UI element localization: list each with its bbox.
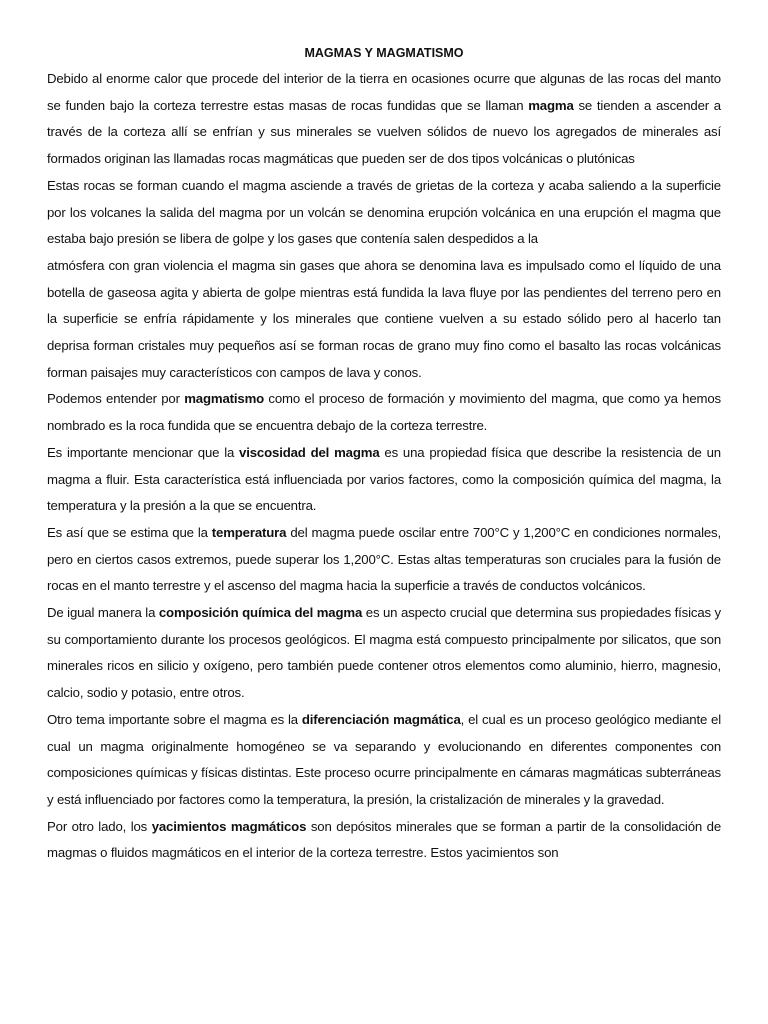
text-run: Estas rocas se forman cuando el magma asciende a través de grietas de la corteza y acaba saliendo a la superficie por los volcanes la salida del magma por un volcán se denomina erupción volcánica en una erupción el magma que estaba bajo presión se libera de golpe y los gases que contenía salen despedidos a la: [47, 177, 721, 247]
bold-term: diferenciación magmática: [301, 711, 461, 727]
text-run: del magma puede oscilar entre 700°C y 1,200°C en condiciones normales, pero en ciertos casos extremos, puede superar los 1,200°C. Estas altas temperaturas son cruciales para la fusión de rocas en el manto terrestre y el ascenso del magma hacia la superficie a través de conductos volcánicos.: [47, 524, 721, 594]
text-run: son depósitos minerales que se forman a partir de la consolidación de magmas o fluidos magmáticos en el interior de la corteza terrestre. Estos yacimientos son: [47, 818, 722, 861]
text-run: es un aspecto crucial que determina sus propiedades físicas y su comportamiento durante los procesos geológicos. El magma está compuesto principalmente por silicatos, que son minerales ricos en silicio y oxígeno, pero también puede contener otros elementos como aluminio, hierro, magnesio, calcio, sodio y potasio, entre otros.: [47, 605, 721, 701]
bold-term: magmatismo: [184, 391, 265, 407]
bold-term: magma: [528, 97, 574, 113]
paragraph: [47, 253, 721, 387]
text-run: se tienden a ascender a través de la corteza allí se enfrían y sus minerales se vuelven sólidos de nuevo los agregados de minerales así formados originan las llamadas rocas magmáticas que pueden ser de dos tipos volcánicas o plutónicas: [47, 97, 721, 167]
bold-term: yacimientos magmáticos: [151, 818, 307, 834]
text-run: atmósfera con gran violencia el magma sin gases que ahora se denomina lava es impulsado como el líquido de una botella de gaseosa agita y abierta de golpe mientras está fundida la lava fluye por las pendientes del terreno pero en la superficie se enfría rápidamente y los minerales que contiene vuelven a su estado sólido pero al hacerlo tan deprisa forman cristales muy pequeños así se forman rocas de grano muy fino como el basalto las rocas volcánicas forman paisajes muy característicos con campos de lava y conos.: [47, 257, 721, 380]
document-page: [47, 40, 721, 867]
text-run: Es así que se estima que la: [47, 524, 212, 540]
paragraph: [47, 600, 721, 707]
text-run: Por otro lado, los: [47, 818, 152, 834]
text-run: Otro tema importante sobre el magma es la: [47, 711, 302, 727]
text-run: es una propiedad física que describe la resistencia de un magma a fluir. Esta característica está influenciada por varios factores, como la composición química del magma, la temperatura y la presión a la que se encuentra.: [47, 444, 721, 514]
paragraph: [47, 440, 721, 520]
text-run: Podemos entender por: [47, 391, 185, 407]
bold-term: temperatura: [211, 524, 287, 540]
text-run: De igual manera la: [47, 605, 159, 621]
document-title: MAGMAS Y MAGMATISMO: [304, 46, 464, 60]
bold-term: viscosidad del magma: [239, 444, 380, 460]
paragraph: [47, 386, 721, 439]
paragraph: [47, 173, 721, 253]
text-run: como el proceso de formación y movimiento del magma, que como ya hemos nombrado es la roca fundida que se encuentra debajo de la corteza terrestre.: [47, 391, 721, 434]
text-run: Debido al enorme calor que procede del interior de la tierra en ocasiones ocurre que algunas de las rocas del manto se funden bajo la corteza terrestre estas masas de rocas fundidas que se llaman: [47, 71, 721, 113]
paragraph: [47, 707, 721, 814]
paragraph: [47, 814, 721, 867]
paragraph: [47, 66, 721, 173]
text-run: , el cual es un proceso geológico mediante el cual un magma originalmente homogéneo se va separando y evolucionando en diferentes componentes con composiciones químicas y físicas distintas. Este proceso ocurre principalmente en cámaras magmáticas subterráneas y está influenciado por factores como la temperatura, la presión, la cristalización de minerales y la gravedad.: [47, 711, 722, 807]
paragraph: [47, 520, 721, 600]
bold-term: composición química del magma: [158, 605, 363, 621]
document-body: [47, 66, 721, 867]
text-run: Es importante mencionar que la: [47, 444, 240, 460]
